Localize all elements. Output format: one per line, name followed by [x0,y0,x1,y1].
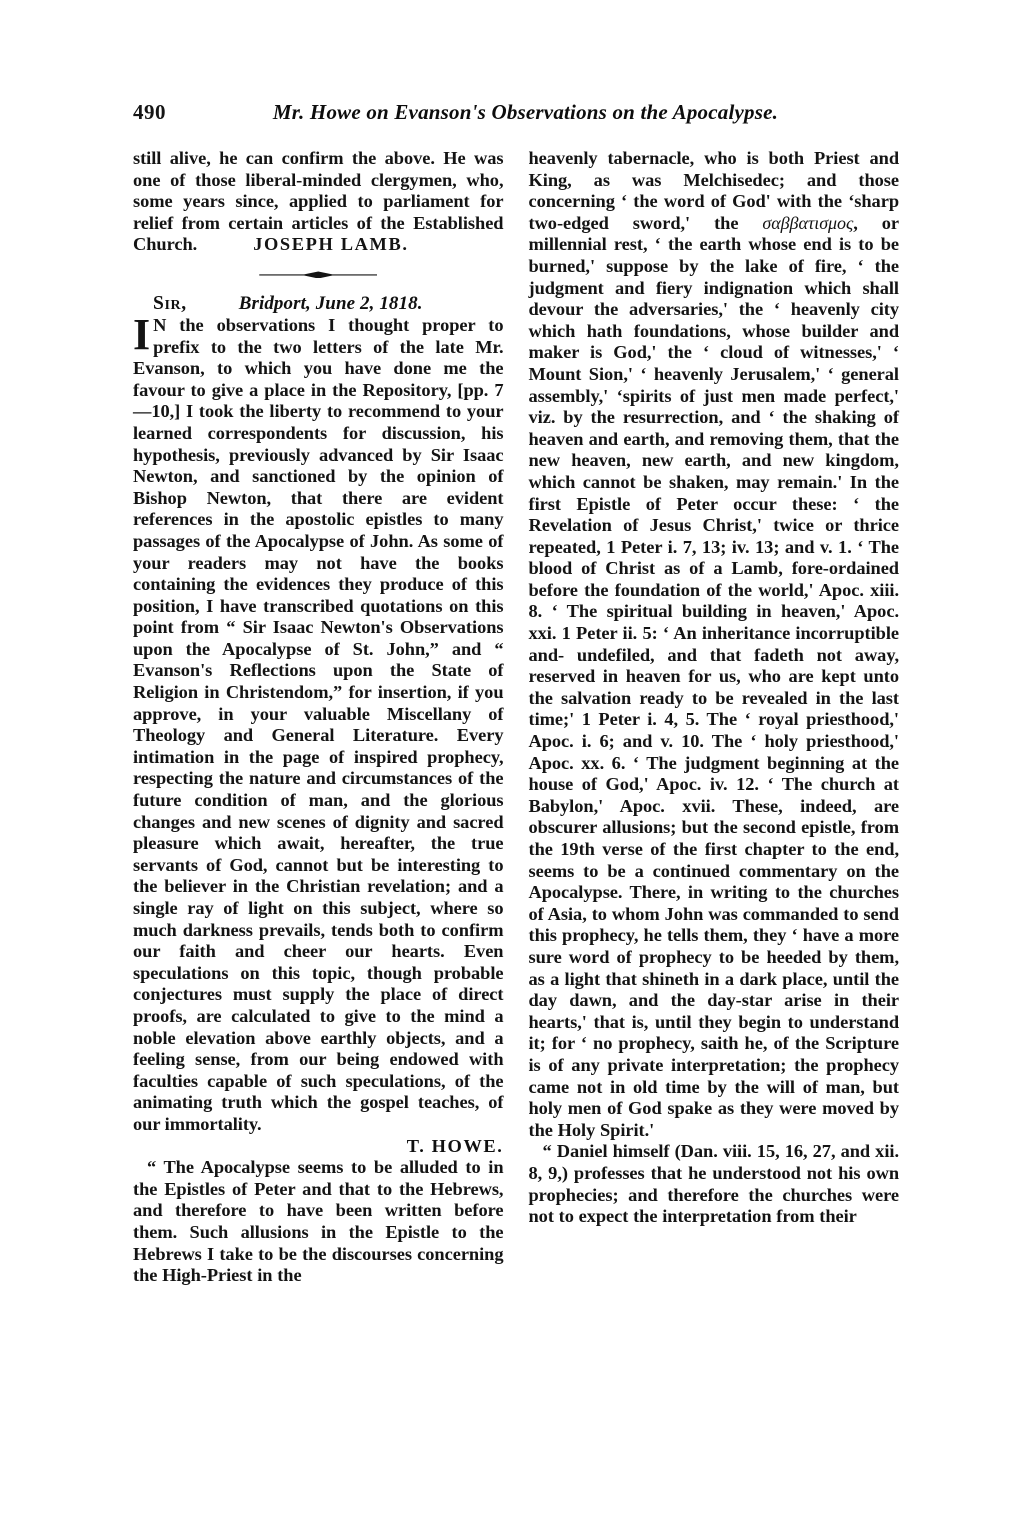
two-column-body [133,148,899,1468]
salutation: Sir, [153,292,187,314]
signature-t-howe: T. HOWE. [406,1135,504,1156]
continuation-paragraph [133,148,504,256]
quotation-part-one: heavenly tabernacle, who is both Priest and King, as was Melchisedec; and those concerning ‘ the word of God' with the ‘sharp two-edged sword,' the [528,148,899,233]
daniel-paragraph: “ Daniel himself (Dan. viii. 15, 16, 27, and xii. 8, 9,) professes that he understood not his own prophecies; and therefore the churches were not to expect the interpretation from their [528,1141,899,1227]
dateline: Bridport, June 2, 1818. [238,292,423,314]
letter-body-text: N the observations I thought proper to prefix to the two letters of the late Mr. Evanson, to which you have done me the favour to give a place in the Repository, [pp. 7—10,] I took the liberty to recommend to your learned correspondents for discussion, his hypothesis, previously advanced by Sir Isaac Newton, and sanctioned by the opinion of Bishop Newton, that there are evident references in the apostolic epistles to many passages of the Apocalypse of John. As some of your readers may not have the books containing the evidences they produce of this position, I have transcribed quotations on this point from “ Sir Isaac Newton's Observations upon the Apocalypse of St. John,” and “ Evanson's Reflections upon the State of Religion in Christendom,” for insertion, if you approve, in your valuable Miscellany of Theology and General Literature. Every intimation in the page of inspired prophecy, respecting the nature and circumstances of the future condition of man, and the glorious changes and new scenes of dignity and sacred pleasure which await, hereafter, the true servants of God, cannot but be interesting to the believer in the Christian revelation; and a single ray of light on this subject, where so much darkness prevails, tends both to confirm our faith and cheer our hearts. Even speculations on this topic, though probable conjectures must supply the place of direct proofs, are calculated to give to the mind a noble elevation above earthly objects, and a feeling sense, from our being endowed with faculties capable of such speculations, of the animating truth which the gospel teaches, of our immortality. [133,314,504,1134]
lozenge-rule-icon [259,271,377,278]
ornament-divider [133,260,504,290]
right-column [529,148,900,1468]
signature-joseph-lamb: JOSEPH LAMB. [253,234,409,255]
running-title: Mr. Howe on Evanson's Observations on the Apocalypse. [272,100,779,124]
page-folio-number: 490 [133,100,166,124]
quotation-continuation-paragraph [529,148,900,1141]
running-head [133,100,899,130]
quotation-part-two: , or millennial rest, ‘ the earth whose end is to be burned,' suppose by the lake of fire, ‘ the judgment and fiery indignation which shall devour the adversaries,' the ‘ heavenly city which hath foundations, whose builder and maker is God,' the ‘ cloud of witnesses,' ‘ Mount Sion,' ‘ heavenly Jerusalem,' ‘ general assembly,' ‘spirits of just men made perfect,' viz. by the resurrection, and ‘ the shaking of heaven and earth, and removing them, that the new heaven, new earth, and new kingdom, which cannot be shaken, may remain.' In the first Epistle of Peter occur these: ‘ the Revelation of Jesus Christ,' twice or thrice repeated, 1 Peter i. 7, 13; iv. 13; and v. 1. ‘ The blood of Christ as of a Lamb, fore-ordained before the foundation of the world,' Apoc. xiii. 8. ‘ The spiritual building in heaven,' Apoc. xxi. 1 Peter ii. 5: ‘ An inheritance incorruptible and- undefiled, and that fadeth not away, reserved in heaven for us, who are kept unto the salvation ready to be revealed in the last time;' 1 Peter i. 4, 5. The ‘ royal priesthood,' Apoc. i. 6; and v. 10. The ‘ holy priesthood,' Apoc. xx. 6. ‘ The judgment beginning at the house of God,' Apoc. iv. 12. ‘ The church at Babylon,' Apoc. xvii. These, indeed, are obscurer allusions; but the second epistle, from the 19th verse of the first chapter to the end, seems to be a continued commentary on the Apocalypse. There, in writing to the churches of Asia, to whom John was commanded to send this prophecy, he tells them, they ‘ have a more sure word of prophecy to be heeded by them, as a light that shineth in a dark place, until the day dawn, and the day-star arise in their hearts,' that is, until they begin to understand it; for ‘ no prophecy, saith he, of the Scripture is of any private interpretation; the prophecy came not in old time by the will of man, but holy men of God spake as they were moved by the Holy Spirit.' [528,212,899,1140]
quotation-paragraph: “ The Apocalypse seems to be alluded to in the Epistles of Peter and that to the Hebrews, and therefore to have been written before them. Such allusions in the Epistle to the Hebrews I take to be the discourses concerning the High-Priest in the [133,1157,504,1286]
greek-term-sabbatismos: σαββατισμος [762,212,854,233]
letter-heading [133,292,504,315]
continuation-text: still alive, he can confirm the above. He was one of those liberal-minded clergymen, who, some years since, applied to parliament for relief from certain articles of the Established Church. [133,148,504,255]
letter-body-paragraph [133,309,504,1136]
left-column [133,148,504,1468]
drop-cap-letter: I [133,309,151,359]
